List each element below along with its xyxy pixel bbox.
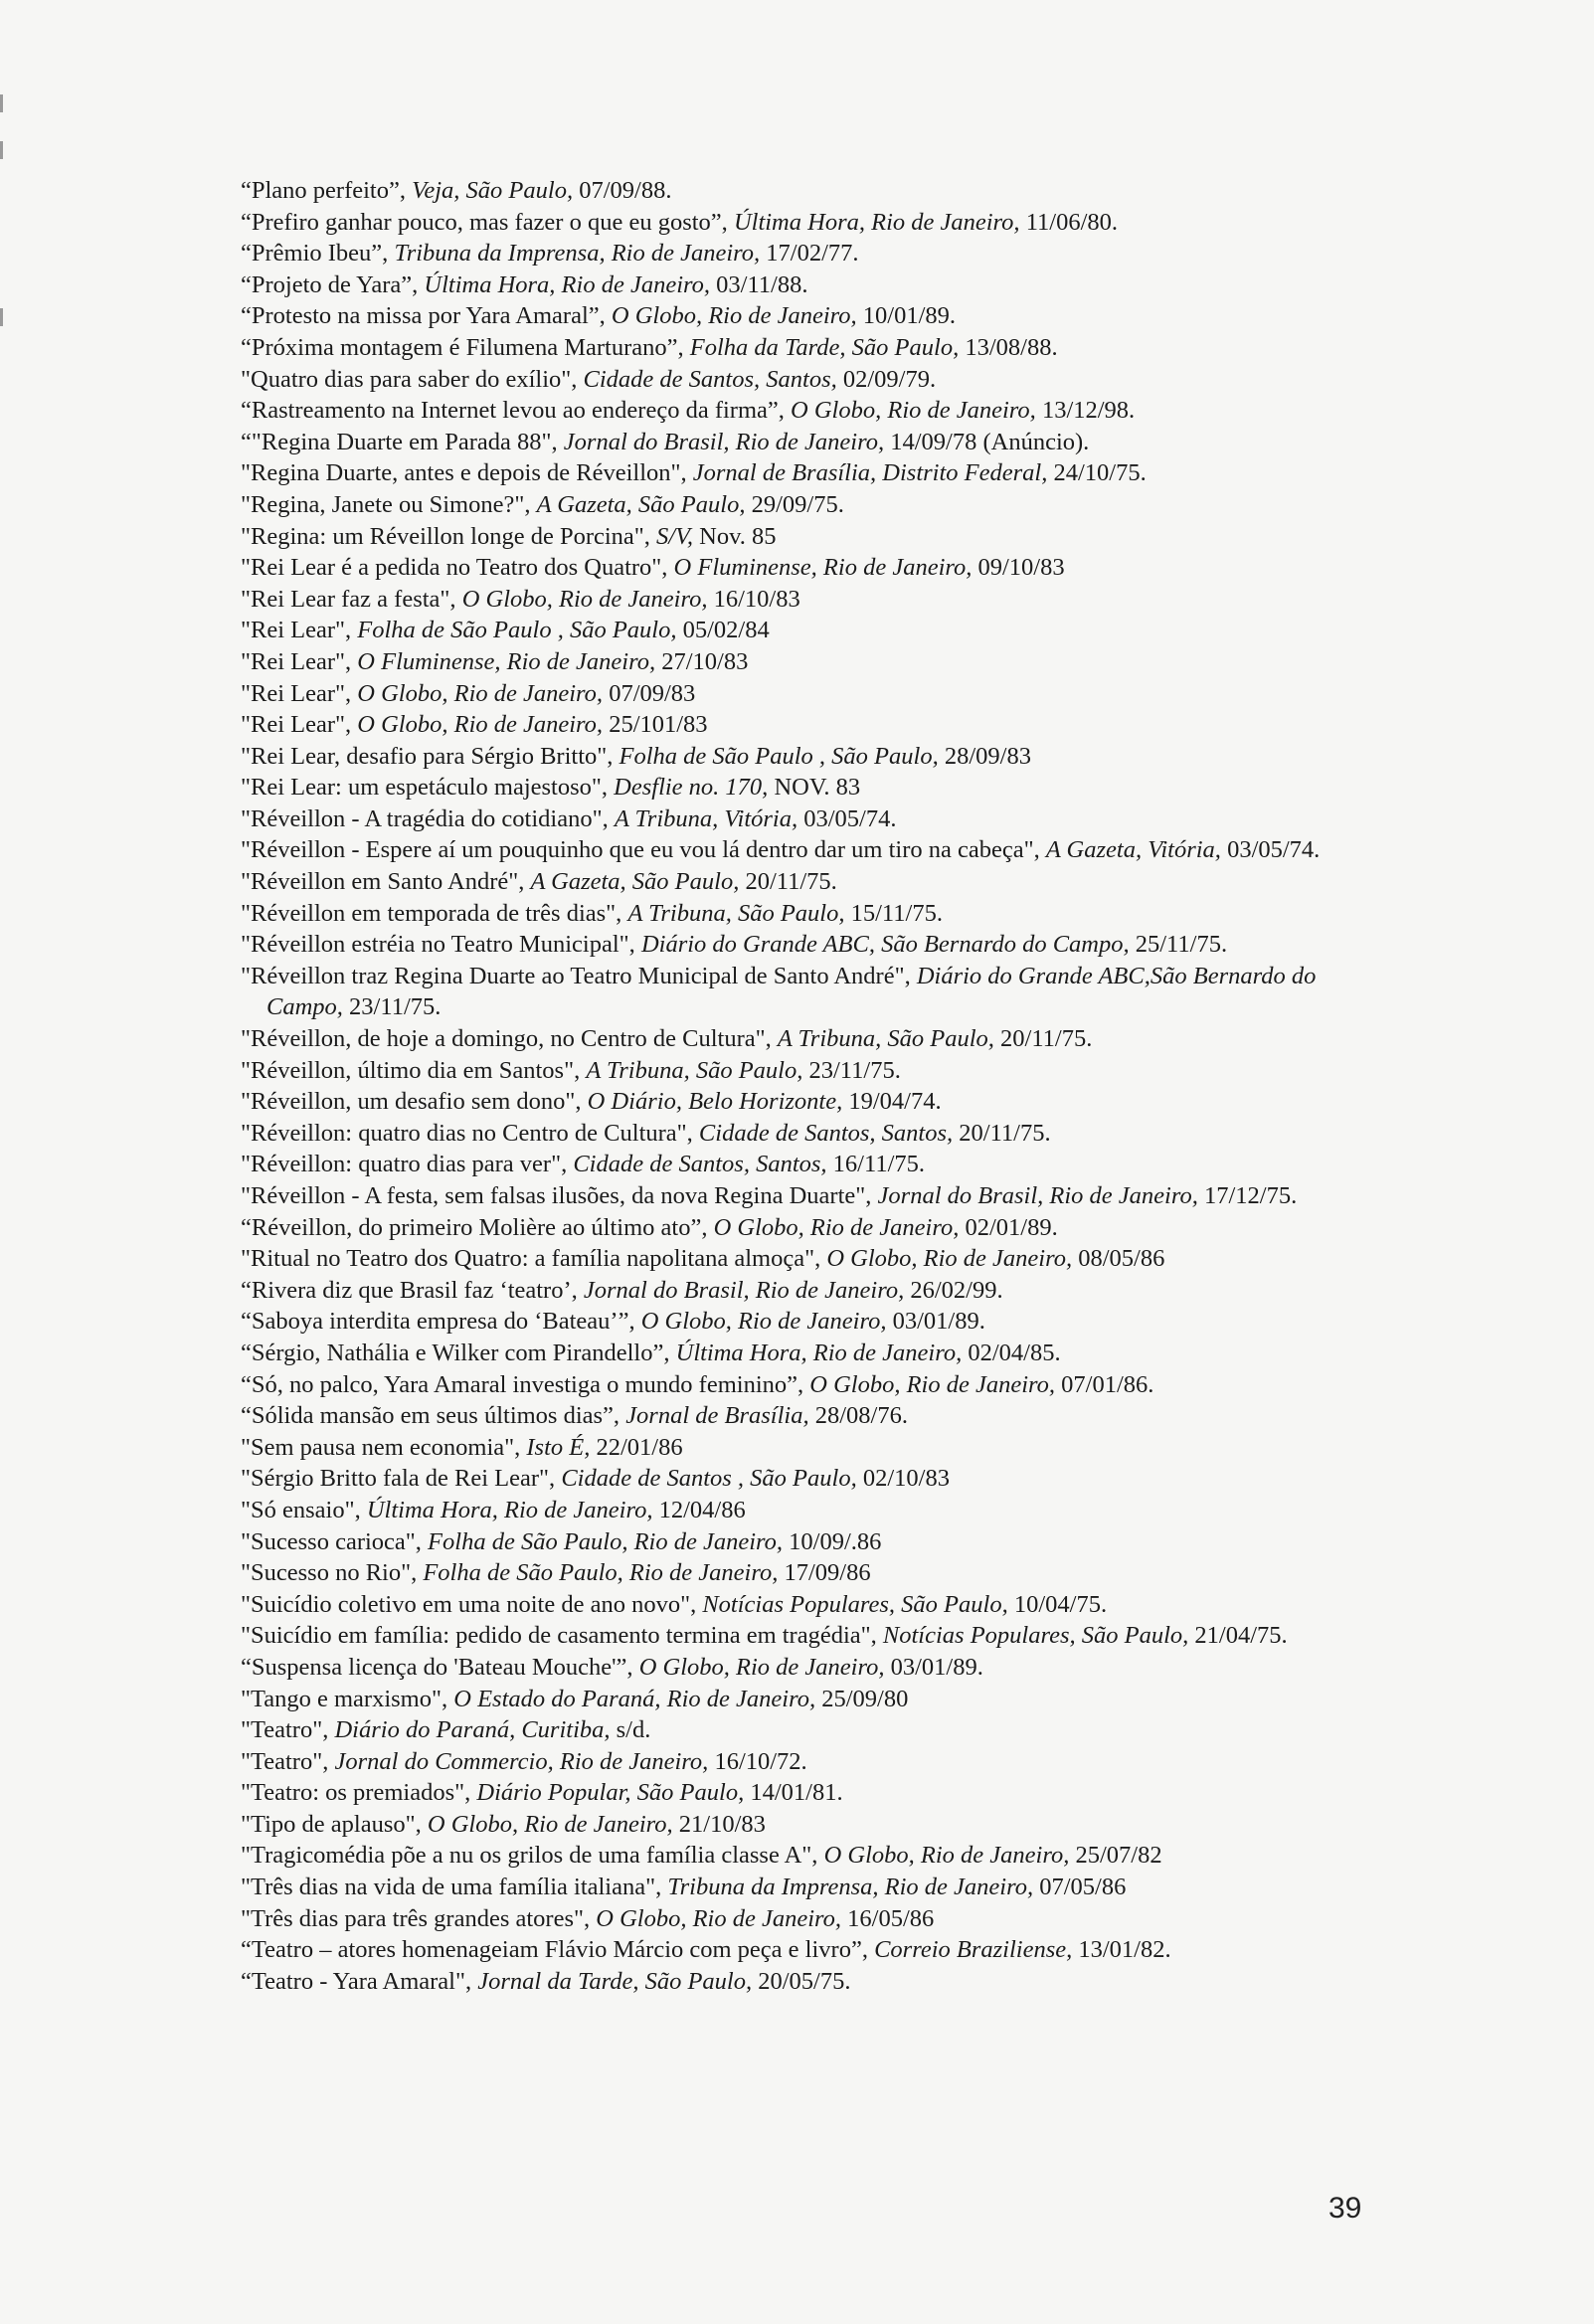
entry-title: “Prefiro ganhar pouco, mas fazer o que eu gosto”, [241, 208, 728, 236]
bibliography-entry [241, 1652, 1374, 1684]
entry-title: "Réveillon, um desafio sem dono", [241, 1088, 582, 1116]
entry-date: 16/11/75. [832, 1151, 926, 1178]
bibliography-entry [241, 552, 1374, 584]
entry-date: 12/04/86 [658, 1496, 746, 1523]
entry-source: Folha de São Paulo , São Paulo, [357, 617, 677, 644]
bibliography-entry [241, 1840, 1374, 1872]
entry-date: 25/07/82 [1075, 1842, 1162, 1870]
entry-source: A Tribuna, São Paulo, [777, 1025, 994, 1053]
entry-date: 13/01/82. [1078, 1936, 1171, 1964]
entry-source: Diário do Grande ABC, São Bernardo do Campo, [640, 931, 1130, 959]
entry-date: 03/05/74. [1227, 836, 1321, 864]
bibliography-entry [241, 1149, 1374, 1180]
bibliography-entry [241, 709, 1374, 741]
entry-date: 29/09/75. [751, 490, 844, 518]
entry-title: "Réveillon - A festa, sem falsas ilusões, da nova Regina Duarte", [241, 1182, 872, 1209]
entry-source: O Globo, Rio de Janeiro, [461, 585, 708, 613]
entry-date: 20/11/75. [1000, 1025, 1093, 1053]
bibliography-list [241, 175, 1374, 1997]
entry-title: "Regina: um Réveillon longe de Porcina", [241, 522, 650, 550]
bibliography-entry [241, 521, 1374, 553]
entry-source: O Fluminense, Rio de Janeiro, [357, 647, 656, 675]
entry-title: "Réveillon - A tragédia do cotidiano", [241, 804, 609, 832]
entry-date: 20/11/75. [959, 1119, 1051, 1147]
bibliography-entry [241, 1338, 1374, 1369]
bibliography-entry [241, 615, 1374, 646]
bibliography-entry [241, 1212, 1374, 1244]
entry-source: O Estado do Paraná, Rio de Janeiro, [453, 1685, 816, 1712]
entry-date: 07/05/86 [1039, 1874, 1127, 1901]
bibliography-entry [241, 1966, 1374, 1998]
entry-title: “Só, no palco, Yara Amaral investiga o mundo feminino”, [241, 1370, 804, 1398]
entry-date: 16/10/72. [714, 1747, 807, 1775]
entry-title: “Teatro – atores homenageiam Flávio Márcio com peça e livro”, [241, 1936, 868, 1964]
bibliography-entry [241, 804, 1374, 835]
bibliography-entry [241, 1746, 1374, 1778]
entry-date: 23/11/75. [808, 1056, 901, 1084]
entry-title: "Réveillon em temporada de três dias", [241, 899, 622, 927]
entry-title: “Projeto de Yara”, [241, 270, 419, 298]
entry-source: Desflie no. 170, [614, 774, 769, 802]
entry-source: Folha de São Paulo , São Paulo, [619, 742, 939, 770]
entry-source: O Globo, Rio de Janeiro, [611, 302, 857, 330]
entry-date: 23/11/75. [349, 993, 442, 1021]
entry-source: O Globo, Rio de Janeiro, [357, 679, 604, 707]
entry-date: 19/04/74. [848, 1088, 942, 1116]
entry-date: 07/09/88. [579, 177, 672, 204]
entry-title: "Suicídio em família: pedido de casamento termina em tragédia", [241, 1622, 877, 1650]
entry-source: Cidade de Santos, Santos, [583, 365, 837, 393]
entry-title: "Tango e marxismo", [241, 1685, 448, 1712]
entry-title: "Sérgio Britto fala de Rei Lear", [241, 1465, 556, 1493]
entry-source: O Globo, Rio de Janeiro, [640, 1308, 887, 1336]
entry-title: "Tipo de aplauso", [241, 1810, 422, 1838]
entry-title: "Sucesso no Rio", [241, 1559, 418, 1587]
entry-source: Cidade de Santos, Santos, [698, 1119, 954, 1147]
entry-date: 03/01/89. [890, 1653, 983, 1681]
entry-source: A Gazeta, São Paulo, [530, 868, 740, 896]
bibliography-entry [241, 364, 1374, 396]
entry-title: "Rei Lear, desafio para Sérgio Britto", [241, 742, 614, 770]
entry-title: "Réveillon - Espere aí um pouquinho que eu vou lá dentro dar um tiro na cabeça", [241, 836, 1040, 864]
entry-date: 26/02/99. [910, 1276, 1003, 1304]
scan-margin-mark [0, 308, 3, 326]
entry-date: 03/05/74. [803, 804, 897, 832]
entry-date: 03/11/88. [716, 270, 808, 298]
entry-date: 20/05/75. [758, 1967, 851, 1995]
entry-date: 27/10/83 [661, 647, 749, 675]
entry-source: O Globo, Rio de Janeiro, [791, 397, 1036, 425]
entry-title: "Rei Lear", [241, 617, 352, 644]
entry-title: "Rei Lear", [241, 711, 352, 739]
entry-title: "Três dias para três grandes atores", [241, 1904, 591, 1932]
entry-title: "Réveillon em Santo André", [241, 868, 525, 896]
bibliography-entry [241, 1934, 1374, 1966]
bibliography-entry [241, 1557, 1374, 1589]
entry-title: “Rivera diz que Brasil faz ‘teatro’, [241, 1276, 578, 1304]
entry-title: “Rastreamento na Internet levou ao endereço da firma”, [241, 397, 785, 425]
bibliography-entry [241, 1432, 1374, 1464]
entry-date: 15/11/75. [850, 899, 943, 927]
entry-title: "Teatro", [241, 1747, 329, 1775]
bibliography-entry [241, 1369, 1374, 1401]
entry-date: 16/10/83 [713, 585, 800, 613]
entry-title: "Rei Lear", [241, 647, 352, 675]
entry-source: O Globo, Rio de Janeiro, [596, 1904, 842, 1932]
bibliography-entry [241, 1495, 1374, 1526]
entry-title: “Saboya interdita empresa do ‘Bateau’”, [241, 1308, 635, 1336]
entry-title: “Plano perfeito”, [241, 177, 406, 204]
bibliography-entry [241, 772, 1374, 804]
entry-date: 07/09/83 [609, 679, 696, 707]
entry-source: Folha da Tarde, São Paulo, [689, 333, 960, 361]
bibliography-entry [241, 929, 1374, 961]
entry-source: O Globo, Rio de Janeiro, [638, 1653, 885, 1681]
entry-title: "Sem pausa nem economia", [241, 1433, 521, 1461]
entry-title: “Sólida mansão em seus últimos dias”, [241, 1402, 620, 1430]
entry-title: “Teatro - Yara Amaral", [241, 1967, 472, 1995]
entry-title: "Sucesso carioca", [241, 1527, 422, 1555]
entry-date: 17/12/75. [1203, 1182, 1298, 1209]
bibliography-entry [241, 1023, 1374, 1055]
bibliography-entry [241, 300, 1374, 332]
entry-date: 03/01/89. [892, 1308, 985, 1336]
bibliography-entry [241, 1714, 1374, 1746]
entry-date: 24/10/75. [1053, 459, 1147, 487]
entry-source: Jornal do Brasil, Rio de Janeiro, [877, 1182, 1198, 1209]
entry-title: "Tragicomédia põe a nu os grilos de uma família classe A", [241, 1842, 818, 1870]
bibliography-entry [241, 427, 1374, 458]
entry-date: 10/04/75. [1013, 1590, 1108, 1618]
bibliography-entry [241, 898, 1374, 930]
entry-source: Última Hora, Rio de Janeiro, [675, 1339, 963, 1366]
entry-date: 17/09/86 [784, 1559, 871, 1587]
bibliography-entry [241, 1180, 1374, 1212]
entry-date: 13/12/98. [1041, 397, 1136, 425]
entry-date: 17/02/77. [766, 240, 859, 268]
entry-date: 02/09/79. [842, 365, 937, 393]
entry-date: 14/09/78 (Anúncio). [890, 428, 1090, 455]
bibliography-entry [241, 1872, 1374, 1903]
bibliography-entry [241, 489, 1374, 521]
bibliography-entry [241, 646, 1374, 678]
bibliography-entry [241, 741, 1374, 773]
bibliography-entry [241, 1620, 1374, 1652]
entry-source: Tribuna da Imprensa, Rio de Janeiro, [394, 240, 761, 268]
entry-source: Diário do Grande ABC,São Bernardo do Campo, [266, 962, 1317, 1021]
entry-date: 21/04/75. [1194, 1622, 1288, 1650]
entry-date: 20/11/75. [745, 868, 837, 896]
entry-title: "Ritual no Teatro dos Quatro: a família napolitana almoça", [241, 1245, 821, 1273]
bibliography-entry [241, 678, 1374, 710]
entry-source: Correio Braziliense, [874, 1936, 1073, 1964]
bibliography-entry [241, 1055, 1374, 1087]
bibliography-entry [241, 1589, 1374, 1621]
entry-date: 22/01/86 [596, 1433, 683, 1461]
entry-title: "Regina Duarte, antes e depois de Réveillon", [241, 459, 687, 487]
entry-source: Jornal de Brasília, [625, 1402, 809, 1430]
bibliography-entry [241, 1809, 1374, 1841]
entry-date: 21/10/83 [678, 1810, 766, 1838]
entry-source: Notícias Populares, São Paulo, [702, 1590, 1008, 1618]
bibliography-entry [241, 395, 1374, 427]
entry-title: "Rei Lear faz a festa", [241, 585, 456, 613]
entry-source: Diário Popular, São Paulo, [476, 1779, 745, 1807]
scan-margin-mark [0, 94, 3, 112]
entry-date: 02/10/83 [862, 1465, 950, 1493]
entry-source: O Globo, Rio de Janeiro, [357, 711, 604, 739]
entry-date: 05/02/84 [682, 617, 770, 644]
entry-date: 11/06/80. [1025, 208, 1119, 236]
entry-date: 10/01/89. [862, 302, 957, 330]
bibliography-entry [241, 1463, 1374, 1495]
entry-title: "Réveillon, de hoje a domingo, no Centro de Cultura", [241, 1025, 772, 1053]
entry-title: “Prêmio Ibeu”, [241, 240, 389, 268]
scan-margin-mark [0, 141, 3, 159]
entry-title: “Protesto na missa por Yara Amaral”, [241, 302, 606, 330]
entry-source: Isto É, [526, 1433, 591, 1461]
bibliography-entry [241, 1275, 1374, 1307]
entry-title: "Regina, Janete ou Simone?", [241, 490, 531, 518]
entry-title: "Réveillon traz Regina Duarte ao Teatro Municipal de Santo André", [241, 962, 911, 989]
entry-source: S/V, [656, 522, 694, 550]
entry-title: "Rei Lear: um espetáculo majestoso", [241, 774, 609, 802]
bibliography-entry [241, 1684, 1374, 1715]
entry-date: 09/10/83 [977, 554, 1065, 582]
entry-date: 07/01/86. [1061, 1370, 1154, 1398]
bibliography-entry [241, 175, 1374, 207]
bibliography-entry [241, 269, 1374, 301]
entry-source: Notícias Populares, São Paulo, [882, 1622, 1189, 1650]
entry-title: “"Regina Duarte em Parada 88", [241, 428, 558, 455]
bibliography-entry [241, 1118, 1374, 1150]
bibliography-entry [241, 1306, 1374, 1338]
bibliography-entry [241, 1086, 1374, 1118]
entry-source: Folha de São Paulo, Rio de Janeiro, [423, 1559, 779, 1587]
entry-title: "Réveillon estréia no Teatro Municipal", [241, 931, 635, 959]
entry-title: "Quatro dias para saber do exílio", [241, 365, 578, 393]
bibliography-entry [241, 866, 1374, 898]
entry-source: A Tribuna, São Paulo, [586, 1056, 803, 1084]
bibliography-entry [241, 834, 1374, 866]
entry-source: Jornal do Brasil, Rio de Janeiro, [583, 1276, 905, 1304]
entry-source: Última Hora, Rio de Janeiro, [424, 270, 711, 298]
entry-date: 02/01/89. [965, 1213, 1058, 1241]
entry-title: “Sérgio, Nathália e Wilker com Pirandello”, [241, 1339, 670, 1366]
entry-source: Última Hora, Rio de Janeiro, [733, 208, 1020, 236]
entry-title: "Suicídio coletivo em uma noite de ano novo", [241, 1590, 697, 1618]
entry-source: Jornal da Tarde, São Paulo, [477, 1967, 753, 1995]
entry-source: A Tribuna, Vitória, [614, 804, 798, 832]
entry-title: "Teatro", [241, 1716, 329, 1744]
bibliography-entry [241, 332, 1374, 364]
bibliography-entry [241, 584, 1374, 616]
entry-source: Cidade de Santos , São Paulo, [561, 1465, 857, 1493]
entry-source: Jornal do Brasil, Rio de Janeiro, [563, 428, 885, 455]
entry-date: 10/09/.86 [789, 1527, 882, 1555]
entry-title: "Réveillon: quatro dias no Centro de Cultura", [241, 1119, 693, 1147]
entry-source: O Globo, Rio de Janeiro, [826, 1245, 1073, 1273]
bibliography-entry [241, 457, 1374, 489]
entry-title: “Próxima montagem é Filumena Marturano”, [241, 333, 684, 361]
entry-date: Nov. 85 [699, 522, 777, 550]
entry-date: NOV. 83 [774, 774, 861, 802]
entry-title: "Só ensaio", [241, 1496, 361, 1523]
entry-title: "Rei Lear", [241, 679, 352, 707]
bibliography-entry [241, 961, 1374, 1023]
bibliography-entry [241, 238, 1374, 269]
entry-title: "Réveillon, último dia em Santos", [241, 1056, 581, 1084]
entry-date: 02/04/85. [968, 1339, 1061, 1366]
bibliography-entry [241, 1243, 1374, 1275]
entry-date: 28/08/76. [814, 1402, 908, 1430]
page-number: 39 [1328, 2192, 1362, 2225]
entry-date: 28/09/83 [944, 742, 1031, 770]
entry-title: "Teatro: os premiados", [241, 1779, 471, 1807]
entry-date: 25/101/83 [609, 711, 708, 739]
entry-source: O Diário, Belo Horizonte, [587, 1088, 843, 1116]
bibliography-entry [241, 1526, 1374, 1558]
entry-source: O Globo, Rio de Janeiro, [427, 1810, 673, 1838]
entry-source: Folha de São Paulo, Rio de Janeiro, [428, 1527, 784, 1555]
entry-date: 25/11/75. [1135, 931, 1228, 959]
entry-source: O Globo, Rio de Janeiro, [809, 1370, 1056, 1398]
entry-date: 14/01/81. [750, 1779, 843, 1807]
entry-source: A Gazeta, Vitória, [1045, 836, 1221, 864]
entry-title: "Três dias na vida de uma família italiana", [241, 1874, 662, 1901]
entry-source: Veja, São Paulo, [412, 177, 574, 204]
entry-title: “Réveillon, do primeiro Molière ao último ato”, [241, 1213, 708, 1241]
bibliography-entry [241, 1400, 1374, 1432]
entry-date: 08/05/86 [1078, 1245, 1165, 1273]
entry-source: O Globo, Rio de Janeiro, [713, 1213, 960, 1241]
entry-source: Jornal do Commercio, Rio de Janeiro, [334, 1747, 709, 1775]
entry-source: Tribuna da Imprensa, Rio de Janeiro, [667, 1874, 1034, 1901]
entry-source: Última Hora, Rio de Janeiro, [366, 1496, 653, 1523]
entry-title: "Réveillon: quatro dias para ver", [241, 1151, 568, 1178]
entry-source: A Gazeta, São Paulo, [536, 490, 746, 518]
bibliography-entry [241, 1903, 1374, 1935]
entry-source: Diário do Paraná, Curitiba, [334, 1716, 611, 1744]
entry-date: 16/05/86 [847, 1904, 935, 1932]
bibliography-entry [241, 207, 1374, 239]
entry-source: A Tribuna, São Paulo, [627, 899, 845, 927]
entry-date: 25/09/80 [821, 1685, 909, 1712]
entry-title: "Rei Lear é a pedida no Teatro dos Quatro", [241, 554, 668, 582]
entry-source: Cidade de Santos, Santos, [573, 1151, 827, 1178]
entry-source: O Fluminense, Rio de Janeiro, [673, 554, 973, 582]
bibliography-entry [241, 1777, 1374, 1809]
entry-title: “Suspensa licença do 'Bateau Mouche'”, [241, 1653, 633, 1681]
entry-date: 13/08/88. [965, 333, 1058, 361]
entry-source: O Globo, Rio de Janeiro, [823, 1842, 1070, 1870]
entry-date: s/d. [616, 1716, 651, 1744]
entry-source: Jornal de Brasília, Distrito Federal, [692, 459, 1048, 487]
